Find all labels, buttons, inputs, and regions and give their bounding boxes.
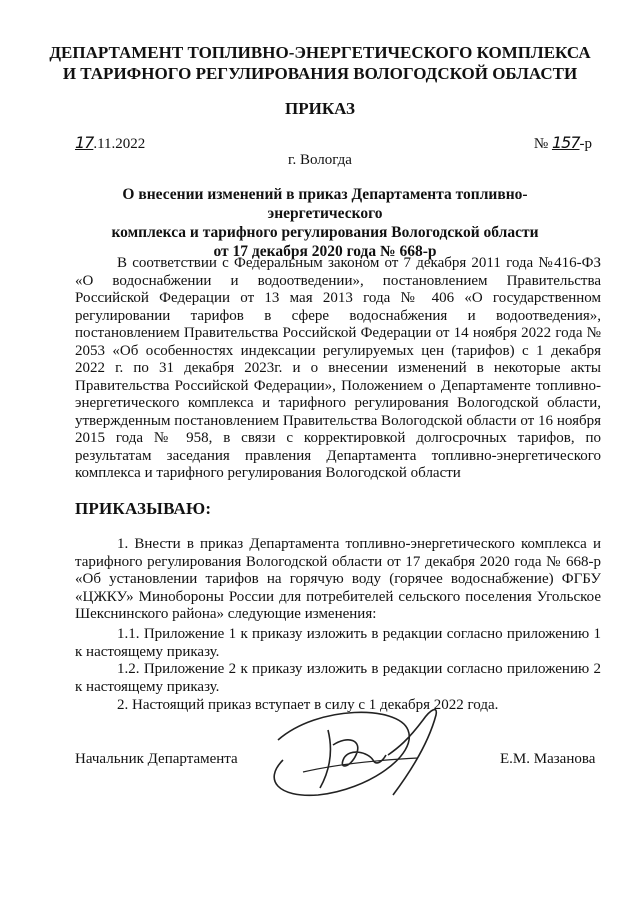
- preamble-paragraph: В соответствии с Федеральным законом от 7 декабря 2011 года №416-ФЗ «О водоснабжении и водоотведении», постановлением Правительства Российской Федерации от 13 мая 2013 года № 406 «О государственном регулировании тарифов в сфере водоснабжения и водоотведения», постановлением Правительства Российской Федерации от 14 ноября 2022 года № 2053 «Об особенностях индексации регулируемых цен (тарифов) с 1 декабря 2022 г. по 31 декабря 2023г. и о внесении изменений в некоторые акты Правительства Российской Федерации», Положением о Департаменте топливно-энергетического комплекса и тарифного регулирования Вологодской области, утвержденным постановлением Правительства Вологодской области от 16 ноября 2015 года № 958, в связи с корректировкой долгосрочных тарифов, по результатам заседания правления Департамента топливно-энергетического комплекса и тарифного регулирования Вологодской области: [75, 255, 601, 481]
- subject-line-2: комплекса и тарифного регулирования Вологодской области: [111, 224, 539, 241]
- document-subject: [80, 185, 570, 261]
- number-suffix: -р: [579, 136, 592, 152]
- signer-name: Е.М. Мазанова: [500, 751, 596, 767]
- document-date: [75, 133, 145, 153]
- date-month-year: .11.2022: [93, 136, 146, 152]
- item-1-2: 1.2. Приложение 2 к приказу изложить в редакции согласно приложению 2 к настоящему приказу.: [75, 661, 601, 695]
- handwritten-signature: [258, 700, 458, 810]
- order-word: ПРИКАЗЫВАЮ:: [75, 499, 212, 518]
- organization-header: [40, 42, 600, 84]
- date-day-handwritten: 17: [75, 133, 94, 152]
- subject-line-1: О внесении изменений в приказ Департамента топливно-энергетического: [122, 186, 528, 222]
- document-type: ПРИКАЗ: [285, 99, 355, 118]
- item-2: 2. Настоящий приказ вступает в силу с 1 декабря 2022 года.: [117, 697, 499, 713]
- org-line-2: И ТАРИФНОГО РЕГУЛИРОВАНИЯ ВОЛОГОДСКОЙ ОБЛАСТИ: [62, 64, 578, 83]
- org-line-1: ДЕПАРТАМЕНТ ТОПЛИВНО-ЭНЕРГЕТИЧЕСКОГО КОМПЛЕКСА: [49, 43, 591, 62]
- number-handwritten: 157: [551, 133, 580, 152]
- subject-line-3: от 17 декабря 2020 года № 668-р: [213, 243, 437, 260]
- signer-role: Начальник Департамента: [75, 751, 238, 767]
- number-sign: №: [533, 136, 549, 152]
- document-number: [534, 133, 592, 153]
- item-1: 1. Внести в приказ Департамента топливно-энергетического комплекса и тарифного регулирования Вологодской области от 17 декабря 2020 года № 668-р «Об установлении тарифов на горячую воду (горячее водоснабжение) ФГБУ «ЦЖКУ» Минобороны России для потребителей сельского поселения Угольское Шекснинского района» следующие изменения:: [75, 536, 601, 622]
- city: г. Вологда: [288, 152, 352, 168]
- item-1-1: 1.1. Приложение 1 к приказу изложить в редакции согласно приложению 1 к настоящему приказу.: [75, 626, 601, 660]
